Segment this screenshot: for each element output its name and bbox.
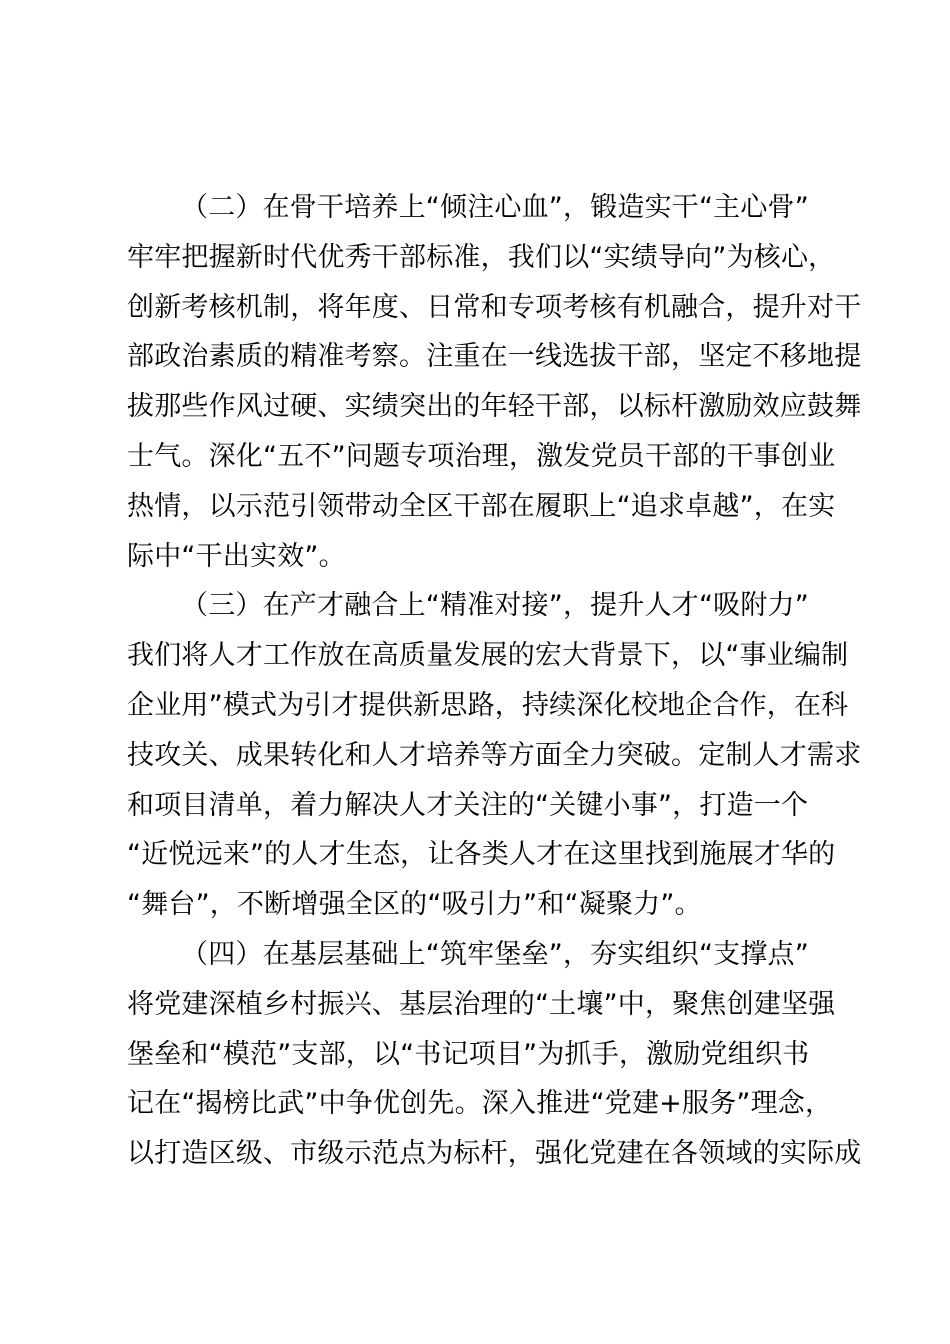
text-line: 热情，以示范引领带动全区干部在履职上“追求卓越”，在实 — [127, 490, 836, 522]
text-line: 创新考核机制，将年度、日常和专项考核有机融合，提升对干 — [127, 291, 862, 323]
text-line: 以打造区级、市级示范点为标杆，强化党建在各领域的实际成 — [127, 1138, 862, 1170]
text-line: 我们将人才工作放在高质量发展的宏大背景下，以“事业编制 — [127, 640, 849, 672]
section-heading-2: （二）在骨干培养上“倾注心血”，锻造实干“主心骨” — [181, 192, 809, 223]
text-line: 牢牢把握新时代优秀干部标准，我们以“实绩导向”为核心， — [127, 241, 836, 273]
text-line: 拔那些作风过硬、实绩突出的年轻干部，以标杆激励效应鼓舞 — [127, 391, 862, 423]
text-line: 士气。深化“五不”问题专项治理，激发党员干部的干事创业 — [127, 440, 836, 472]
text-line: 企业用”模式为引才提供新思路，持续深化校地企合作，在科 — [127, 689, 849, 721]
text-line: “舞台”，不断增强全区的“吸引力”和“凝聚力”。 — [127, 889, 702, 921]
text-line: 将党建深植乡村振兴、基层治理的“土壤”中，聚焦创建坚强 — [127, 988, 836, 1020]
text-line: 际中“干出实效”。 — [127, 540, 346, 572]
text-line: 和项目清单，着力解决人才关注的“关键小事”，打造一个 — [127, 789, 809, 821]
text-line: 部政治素质的精准考察。注重在一线选拔干部，坚定不移地提 — [127, 341, 862, 373]
text-line: 技攻关、成果转化和人才培养等方面全力突破。定制人才需求 — [127, 739, 862, 771]
text-line: 堡垒和“模范”支部，以“书记项目”为抓手，激励党组织书 — [127, 1038, 810, 1070]
text-line: “近悦远来”的人才生态，让各类人才在这里找到施展才华的 — [127, 839, 836, 871]
text-line: 记在“揭榜比武”中争优创先。深入推进“党建+服务”理念， — [127, 1088, 833, 1120]
section-heading-4: （四）在基层基础上“筑牢堡垒”，夯实组织“支撑点” — [181, 938, 809, 970]
section-heading-3: （三）在产才融合上“精准对接”，提升人才“吸附力” — [181, 590, 809, 622]
document-body — [127, 183, 862, 1179]
